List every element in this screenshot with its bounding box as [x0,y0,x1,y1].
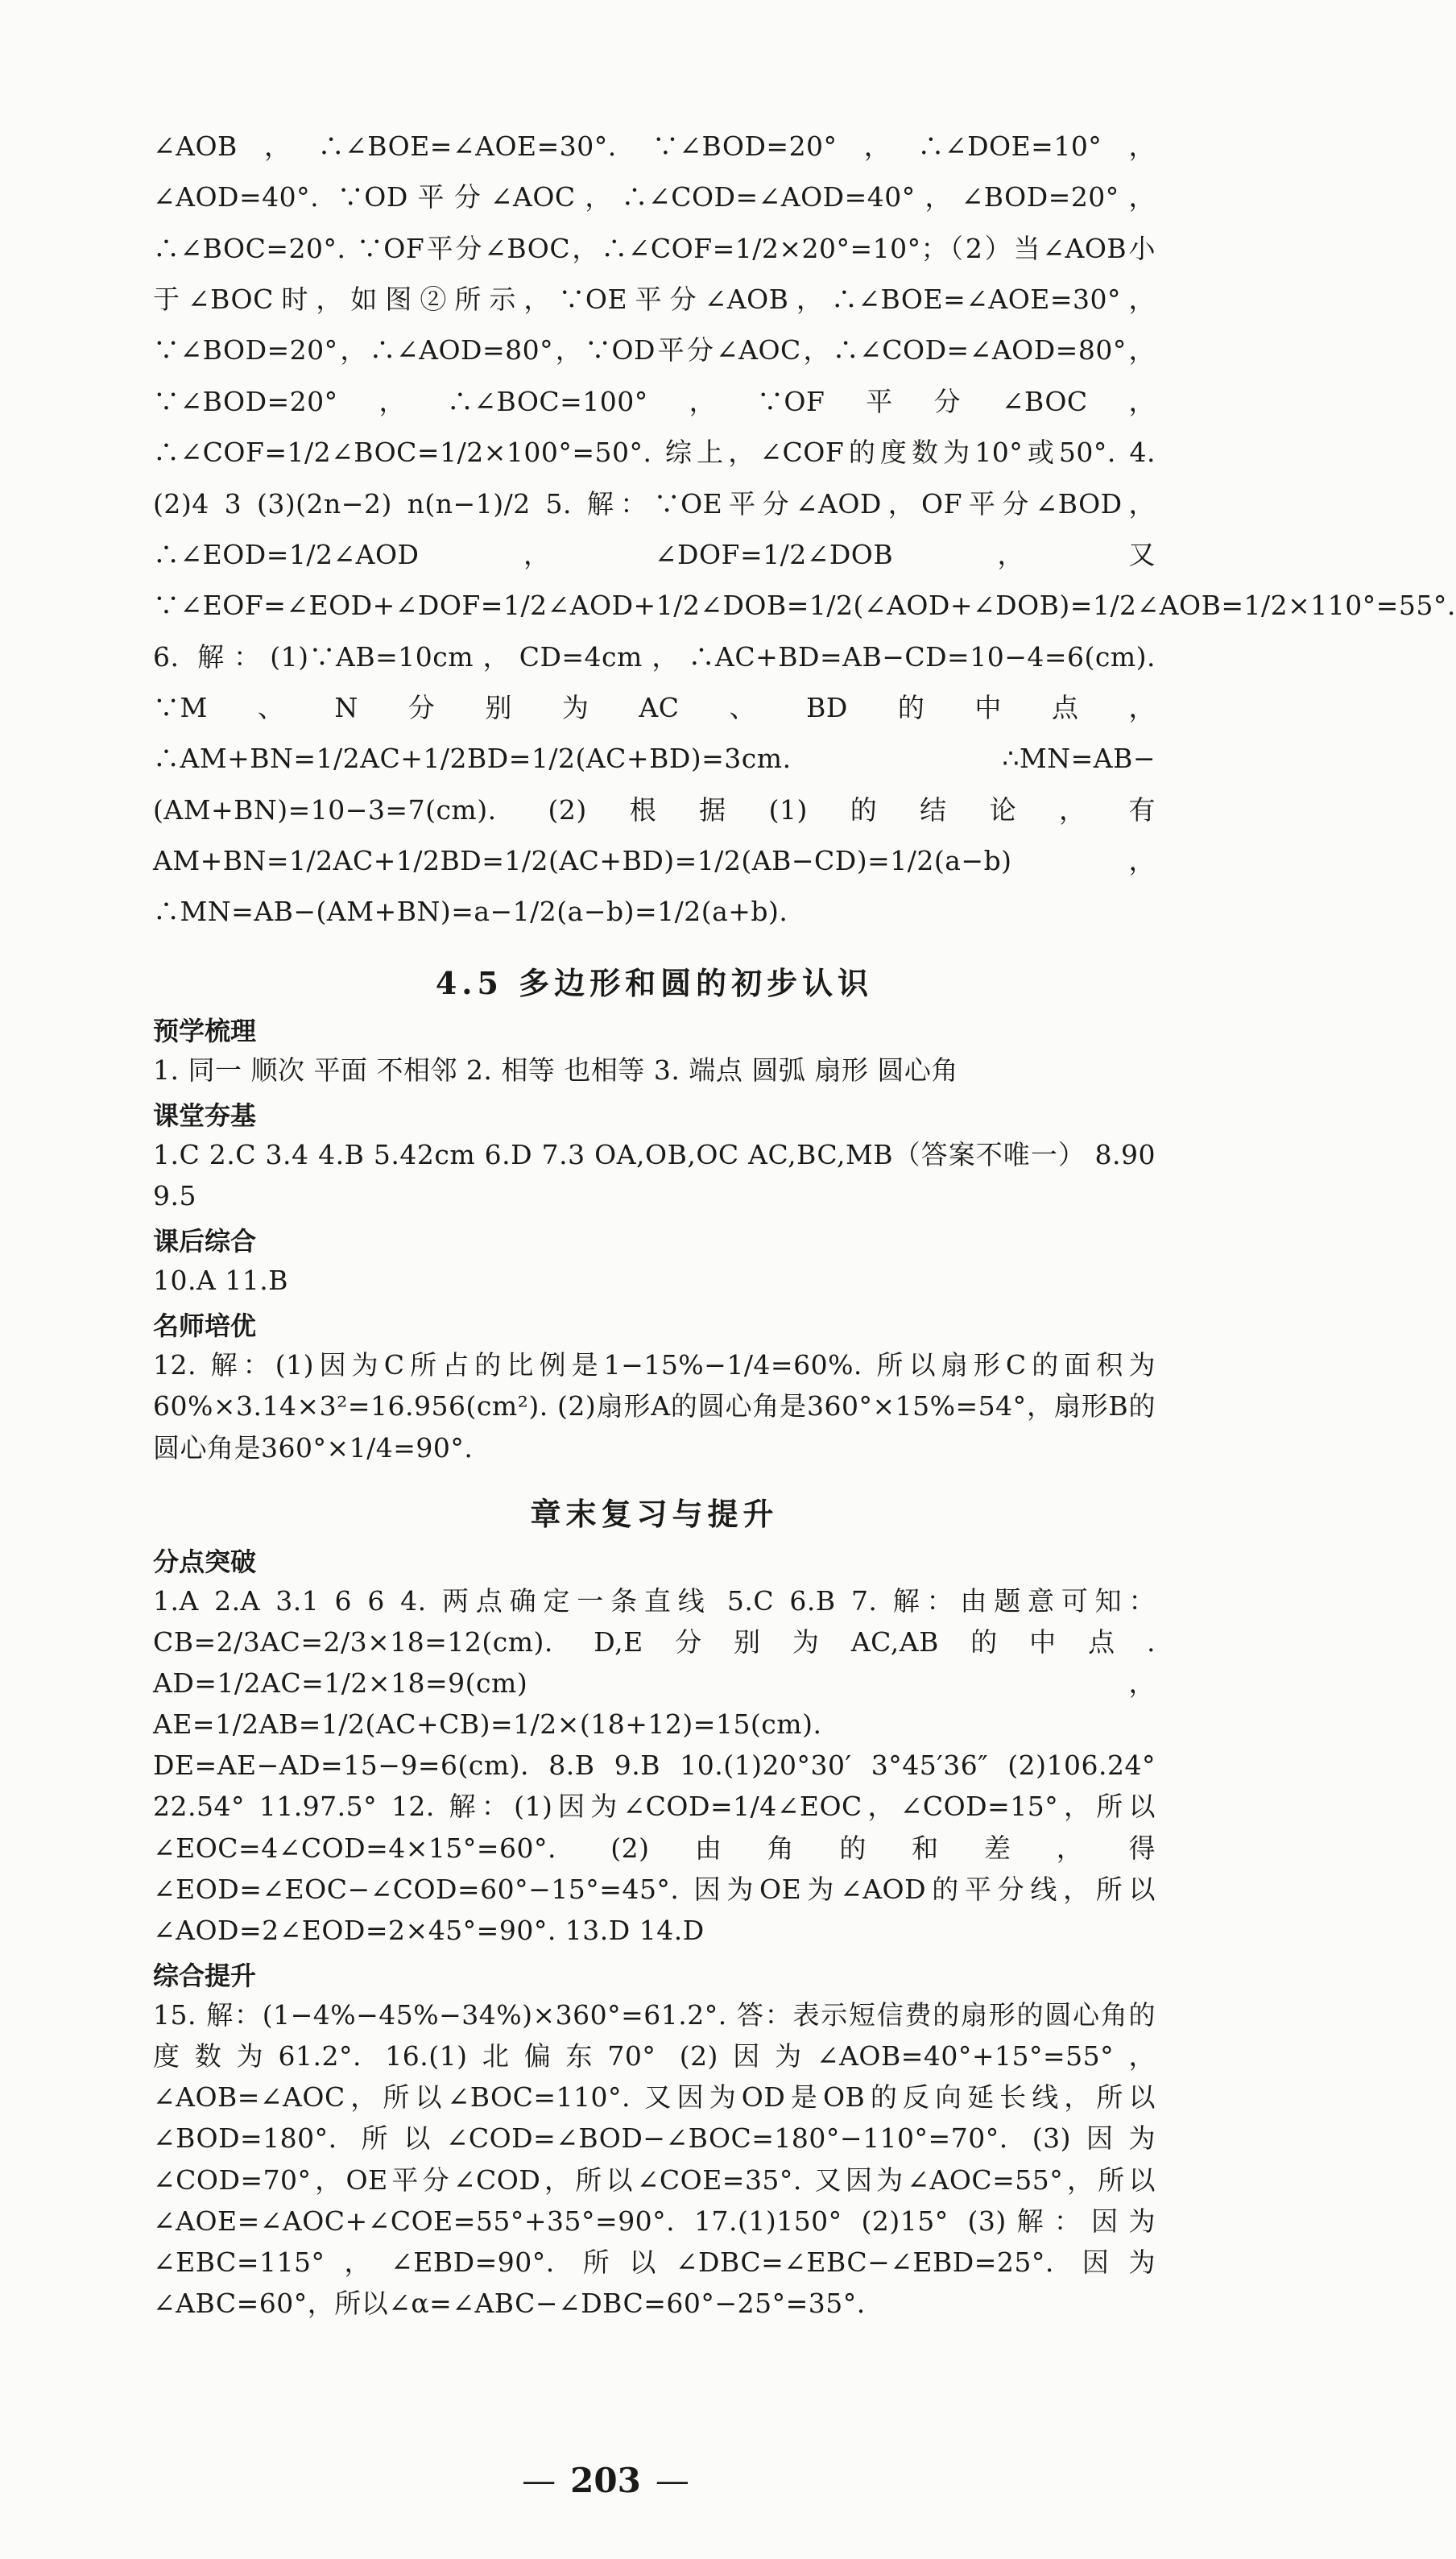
breakthrough-answers: 1.A 2.A 3.1 6 6 4. 两点确定一条直线 5.C 6.B 7. 解：由题意可知：CB=2/3AC=2/3×18=12(cm). D,E分别为AC,AB的中点. AD=1/2AC=1/2×18=9(cm)，AE=1/2AB=1/2(AC+CB)=1/2×(18+12)=15(cm). DE=AE−AD=15−9=6(cm). 8.B 9.B 10.(1)20°30′ 3°45′36″ (2)106.24° 22.54° 11.97.5° 12. 解：(1)因为∠COD=1/4∠EOC，∠COD=15°，所以∠EOC=4∠COD=4×15°=60°. (2)由角的和差，得∠EOD=∠EOC−∠COD=60°−15°=45°. 因为OE为∠AOD的平分线，所以∠AOD=2∠EOD=2×45°=90°. 13.D 14.D [153,1584,1156,1946]
preview-answers: 1. 同一 顺次 平面 不相邻 2. 相等 也相等 3. 端点 圆弧 扇形 圆心角 [153,1054,958,1086]
heading-comprehensive: 综合提升 [153,1961,257,1991]
page-number: 203 [570,2461,641,2500]
comprehensive-answers: 15. 解：(1−4%−45%−34%)×360°=61.2°. 答：表示短信费的扇形的圆心角的度数为61.2°. 16.(1)北偏东70° (2)因为∠AOB=40°+15°=55°，∠AOB=∠AOC，所以∠BOC=110°. 又因为OD是OB的反向延长线，所以∠BOD=180°. 所以∠COD=∠BOD−∠BOC=180°−110°=70°. (3)因为∠COD=70°，OE平分∠COD，所以∠COE=35°. 又因为∠AOC=55°，所以∠AOE=∠AOC+∠COE=55°+35°=90°. 17.(1)150° (2)15° (3)解：因为∠EBC=115°，∠EBD=90°. 所以∠DBC=∠EBC−∠EBD=25°. 因为∠ABC=60°，所以∠α=∠ABC−∠DBC=60°−25°=35°. [153,1999,1156,2319]
advanced-answers: 12. 解：(1)因为C所占的比例是1−15%−1/4=60%. 所以扇形C的面积为60%×3.14×3²=16.956(cm²). (2)扇形A的圆心角是360°×15%=54°，扇形B的圆心角是360°×1/4=90°. [153,1349,1156,1464]
classwork-answers: 1.C 2.C 3.4 4.B 5.42cm 6.D 7.3 OA,OB,OC AC,BC,MB（答案不唯一） 8.90 9.5 [153,1138,1156,1212]
section-review-body [153,1542,1156,2324]
heading-homework: 课后综合 [153,1226,257,1257]
footer-dash-right: — [655,2461,689,2500]
intro-paragraph: ∠AOB，∴∠BOE=∠AOE=30°. ∵∠BOD=20°，∴∠DOE=10°，∠AOD=40°. ∵OD平分∠AOC，∴∠COD=∠AOD=40°，∠BOD=20°，∴∠BOC=20°. ∵OF平分∠BOC，∴∠COF=1/2×20°=10°；（2）当∠AOB小于∠BOC时，如图②所示，∵OE平分∠AOB，∴∠BOE=∠AOE=30°，∵∠BOD=20°，∴∠AOD=80°，∵OD平分∠AOC，∴∠COD=∠AOD=80°，∵∠BOD=20°，∴∠BOC=100°，∵OF平分∠BOC，∴∠COF=1/2∠BOC=1/2×100°=50°. 综上，∠COF的度数为10°或50°. 4.(2)4 3 (3)(2n−2) n(n−1)/2 5. 解：∵OE平分∠AOD，OF平分∠BOD，∴∠EOD=1/2∠AOD，∠DOF=1/2∠DOB，又∵∠EOF=∠EOD+∠DOF=1/2∠AOD+1/2∠DOB=1/2(∠AOD+∠DOB)=1/2∠AOB=1/2×110°=55°. 6. 解：(1)∵AB=10cm，CD=4cm，∴AC+BD=AB−CD=10−4=6(cm). ∵M、N分别为AC、BD的中点，∴AM+BN=1/2AC+1/2BD=1/2(AC+BD)=3cm. ∴MN=AB−(AM+BN)=10−3=7(cm). (2)根据(1)的结论，有AM+BN=1/2AC+1/2BD=1/2(AC+BD)=1/2(AB−CD)=1/2(a−b)，∴MN=AB−(AM+BN)=a−1/2(a−b)=1/2(a+b). [153,130,1456,928]
homework-answers: 10.A 11.B [153,1265,289,1297]
footer-dash-left: — [522,2461,556,2500]
page-footer [0,2461,1211,2500]
section-4-5-body [153,1011,1156,1468]
answer-page [153,121,1456,2324]
heading-breakthrough: 分点突破 [153,1546,257,1577]
section-title-4-5: 4.5 多边形和圆的初步认识 [435,964,874,1001]
heading-preview: 预学梳理 [153,1015,257,1046]
section-title-review: 章末复习与提升 [530,1495,779,1532]
heading-advanced: 名师培优 [153,1311,257,1342]
heading-classwork: 课堂夯基 [153,1099,257,1131]
